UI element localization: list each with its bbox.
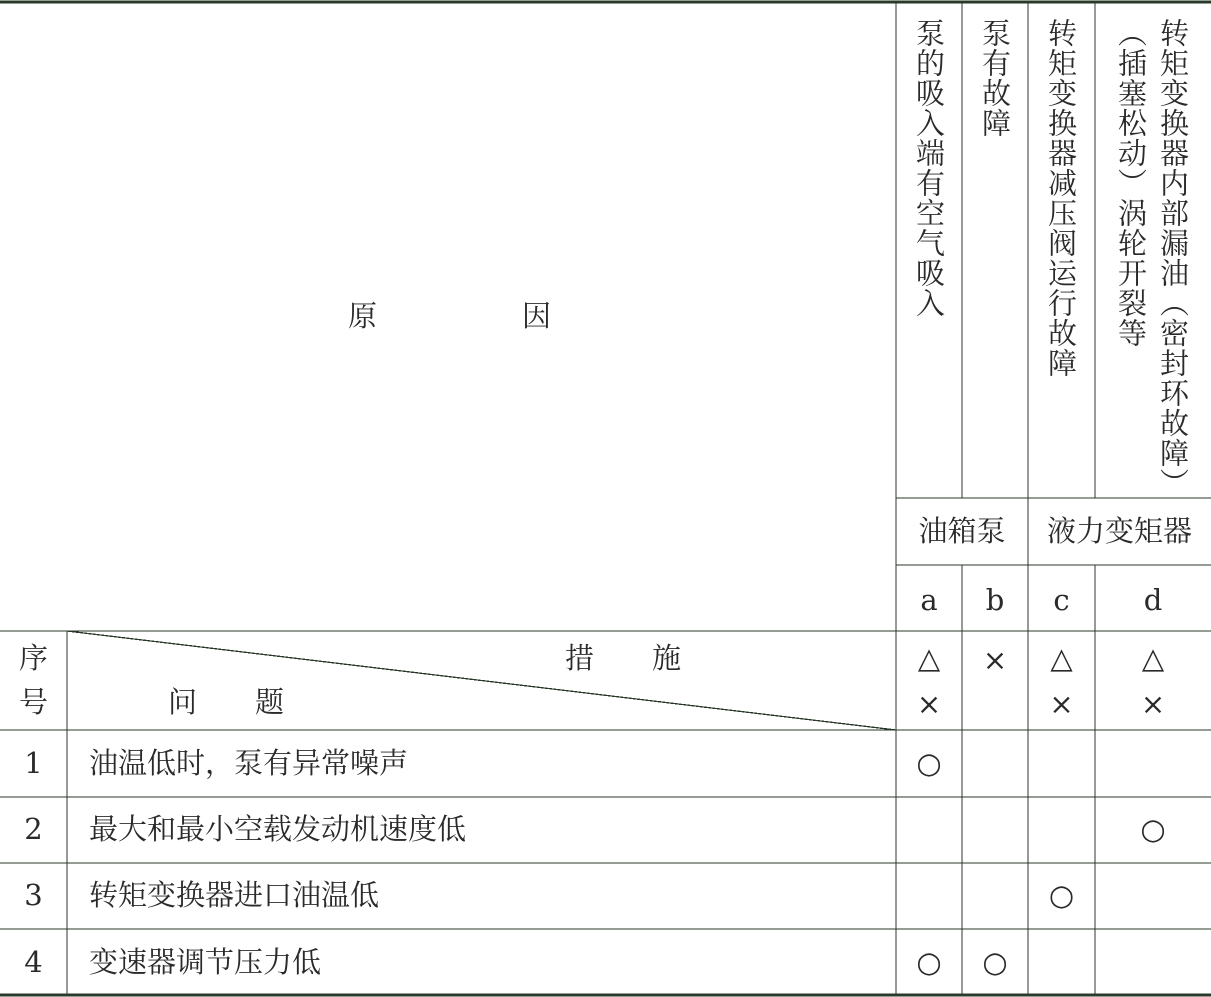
- measure-a-bottom: ×: [916, 687, 942, 721]
- cause-label: 原 因: [348, 299, 552, 333]
- row-4-problem: 变速器调节压力低: [89, 945, 322, 979]
- row-2-mark-d: ○: [1140, 812, 1166, 846]
- measure-label: 措 施: [565, 641, 682, 675]
- cause-b-text: 泵有故障: [978, 18, 1012, 138]
- row-2-problem: 最大和最小空载发动机速度低: [89, 812, 467, 846]
- measure-a-top: △: [917, 641, 941, 675]
- cause-letter-c: c: [1053, 583, 1070, 617]
- measure-c-bottom: ×: [1049, 687, 1074, 721]
- cause-d-text: 转矩变换器内部漏油（密封环故障）（插塞松动）涡轮开裂等: [1114, 18, 1190, 484]
- row-3-mark-c: ○: [1048, 878, 1075, 912]
- cause-a-text: 泵的吸入端有空气吸入: [912, 18, 946, 318]
- row-3-problem: 转矩变换器进口油温低: [89, 878, 380, 912]
- cause-c-text: 转矩变换器减压阀运行故障: [1044, 18, 1078, 378]
- cause-letter-a: a: [920, 583, 938, 617]
- row-4-mark-a: ○: [916, 945, 942, 979]
- row-4-seq: 4: [24, 945, 43, 979]
- row-4-mark-b: ○: [982, 945, 1008, 979]
- measure-d-top: △: [1141, 641, 1165, 675]
- row-1-problem: 油温低时，泵有异常噪声: [89, 746, 409, 780]
- measure-d-bottom: ×: [1140, 687, 1166, 721]
- row-3-seq: 3: [24, 878, 43, 912]
- measure-c-top: △: [1050, 641, 1073, 675]
- cause-letter-b: b: [985, 583, 1005, 617]
- group-torque-converter: 液力变矩器: [1046, 514, 1192, 548]
- cause-letter-d: d: [1143, 583, 1163, 617]
- group-tank-pump: 油箱泵: [918, 514, 1006, 548]
- row-1-mark-a: ○: [916, 746, 942, 780]
- seq-label-top: 序: [18, 641, 48, 675]
- row-1-seq: 1: [24, 746, 43, 780]
- measure-b-top: ×: [982, 643, 1008, 677]
- row-2-seq: 2: [24, 812, 43, 846]
- problem-label: 问 题: [168, 685, 285, 719]
- seq-label-bottom: 号: [18, 685, 48, 719]
